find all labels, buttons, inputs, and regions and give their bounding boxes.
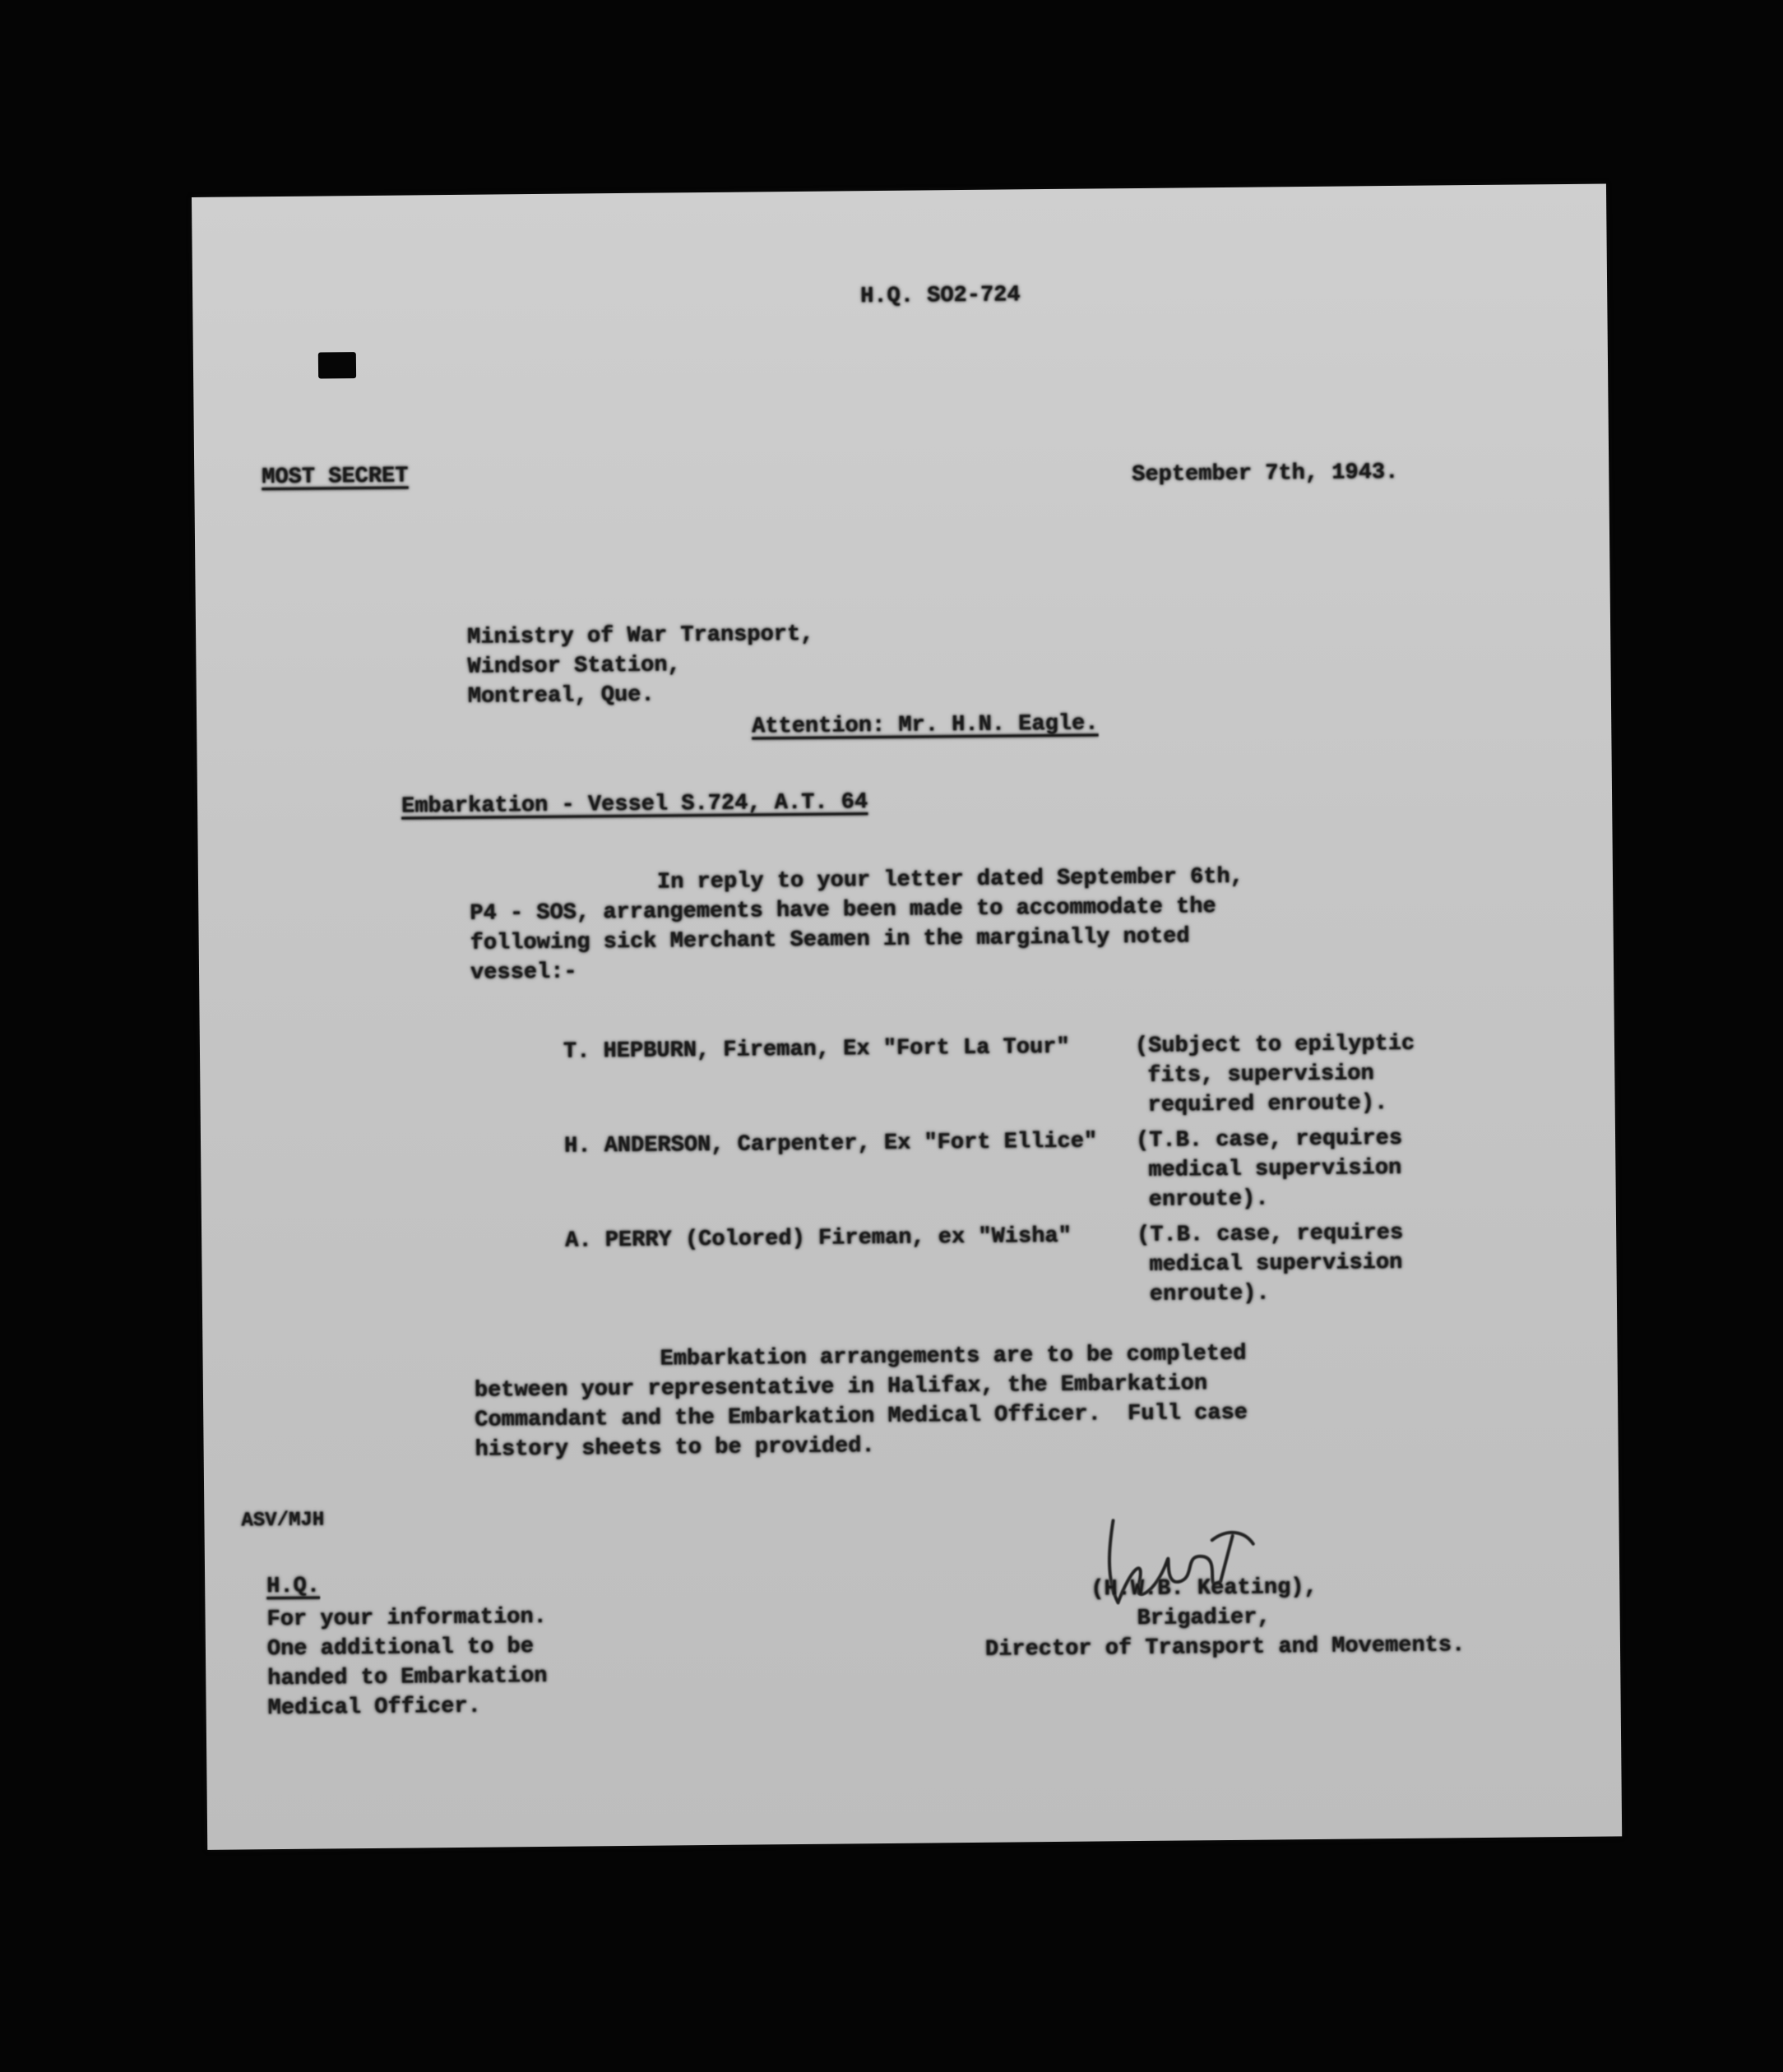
classification: MOST SECRET	[262, 464, 409, 491]
para2-line-1: Embarkation arrangements are to be completed	[660, 1341, 1247, 1372]
attention-line: Attention: Mr. H.N. Eagle.	[752, 711, 1099, 740]
seaman-3-note-2: medical supervision	[1149, 1250, 1403, 1278]
para1-line-2: P4 - SOS, arrangements have been made to accommodate the	[470, 895, 1216, 927]
seaman-3-note-1: (T.B. case, requires	[1137, 1220, 1404, 1249]
recipient-line-3: Montreal, Que.	[467, 682, 655, 710]
signatory-title: Director of Transport and Movements.	[984, 1633, 1466, 1663]
cc-line-4: Medical Officer.	[267, 1694, 482, 1722]
typist-initials: ASV/MJH	[241, 1509, 325, 1533]
cc-heading: H.Q.	[266, 1574, 321, 1600]
seaman-2-note-2: medical supervision	[1148, 1155, 1402, 1183]
para1-line-4: vessel:-	[470, 960, 577, 986]
para2-line-2: between your representative in Halifax, the Embarkation	[474, 1371, 1208, 1404]
seaman-2-note-1: (T.B. case, requires	[1135, 1126, 1403, 1154]
para2-line-4: history sheets to be provided.	[475, 1434, 875, 1463]
signatory-rank: Brigadier,	[1137, 1605, 1271, 1632]
signatory-name: (H.W.B. Keating),	[1091, 1575, 1318, 1603]
recipient-line-1: Ministry of War Transport,	[467, 622, 814, 650]
recipient-line-2: Windsor Station,	[467, 653, 681, 680]
seaman-1-note-3: required enroute).	[1147, 1091, 1388, 1118]
seaman-2-note-3: enroute).	[1148, 1186, 1269, 1213]
letter-page	[192, 183, 1622, 1849]
seaman-1-note-2: fits, supervision	[1147, 1061, 1374, 1089]
letter-date: September 7th, 1943.	[1132, 460, 1399, 488]
para1-line-1: In reply to your letter dated September 6th,	[656, 864, 1244, 895]
redaction-mark	[318, 352, 356, 378]
file-number: H.Q. SO2-724	[860, 283, 1021, 310]
cc-line-1: For your information.	[266, 1604, 548, 1633]
seaman-1-note-1: (Subject to epilyptic	[1134, 1031, 1415, 1060]
subject-line: Embarkation - Vessel S.724, A.T. 64	[401, 790, 868, 820]
para1-line-3: following sick Merchant Seamen in the marginally noted	[470, 924, 1190, 956]
seaman-3-name: A. PERRY (Colored) Fireman, ex "Wisha"	[565, 1223, 1072, 1254]
seaman-2-name: H. ANDERSON, Carpenter, Ex "Fort Ellice"	[563, 1129, 1098, 1159]
seaman-1-name: T. HEPBURN, Fireman, Ex "Fort La Tour"	[563, 1034, 1070, 1065]
para2-line-3: Commandant and the Embarkation Medical Officer. Full case	[475, 1400, 1248, 1433]
cc-line-3: handed to Embarkation	[267, 1663, 548, 1692]
seaman-3-note-3: enroute).	[1149, 1281, 1270, 1307]
cc-line-2: One additional to be	[266, 1635, 535, 1663]
